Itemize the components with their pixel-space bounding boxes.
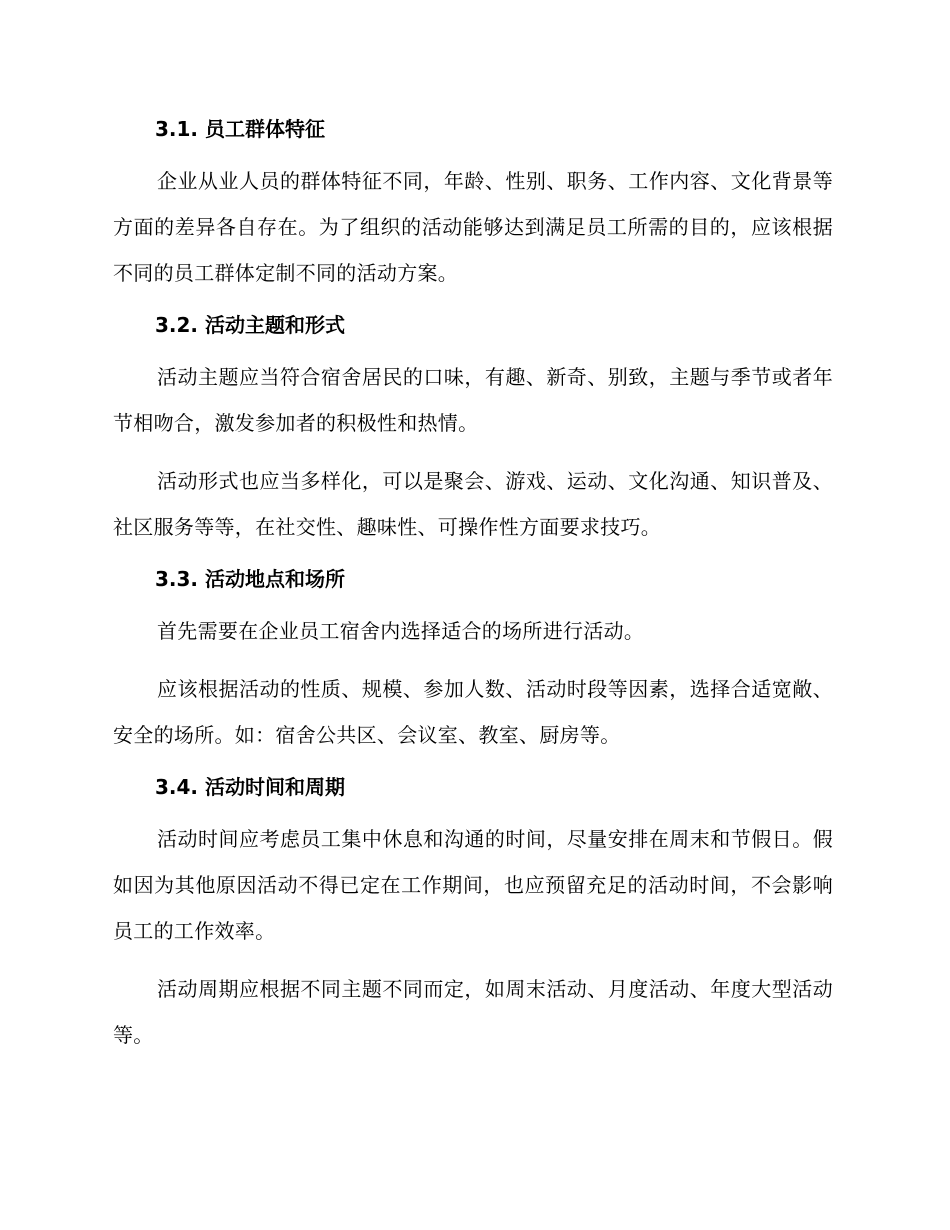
section-heading-3-3: 3.3. 活动地点和场所 xyxy=(155,567,345,591)
section-heading-3-2: 3.2. 活动主题和形式 xyxy=(155,313,345,337)
paragraph-3-3-a: 首先需要在企业员工宿舍内选择适合的场所进行活动。 xyxy=(157,619,645,643)
section-heading-3-1: 3.1. 员工群体特征 xyxy=(155,117,325,141)
section-heading-3-4: 3.4. 活动时间和周期 xyxy=(155,775,345,799)
paragraph-3-2-b: 活动形式也应当多样化，可以是聚会、游戏、运动、文化沟通、知识普及、社区服务等等，在社交性、趣味性、可操作性方面要求技巧。 xyxy=(113,469,833,539)
paragraph-3-3-b: 应该根据活动的性质、规模、参加人数、活动时段等因素，选择合适宽敞、安全的场所。如：宿舍公共区、会议室、教室、厨房等。 xyxy=(113,677,833,747)
paragraph-3-4-a: 活动时间应考虑员工集中休息和沟通的时间，尽量安排在周末和节假日。假如因为其他原因活动不得已定在工作期间，也应预留充足的活动时间，不会影响员工的工作效率。 xyxy=(113,827,833,943)
paragraph-3-2-a: 活动主题应当符合宿舍居民的口味，有趣、新奇、别致，主题与季节或者年节相吻合，激发参加者的积极性和热情。 xyxy=(113,365,833,435)
document-body xyxy=(113,112,833,1070)
paragraph-3-4-b: 活动周期应根据不同主题不同而定，如周末活动、月度活动、年度大型活动等。 xyxy=(113,977,833,1047)
paragraph-3-1-a: 企业从业人员的群体特征不同，年龄、性别、职务、工作内容、文化背景等方面的差异各自存在。为了组织的活动能够达到满足员工所需的目的，应该根据不同的员工群体定制不同的活动方案。 xyxy=(113,169,833,285)
